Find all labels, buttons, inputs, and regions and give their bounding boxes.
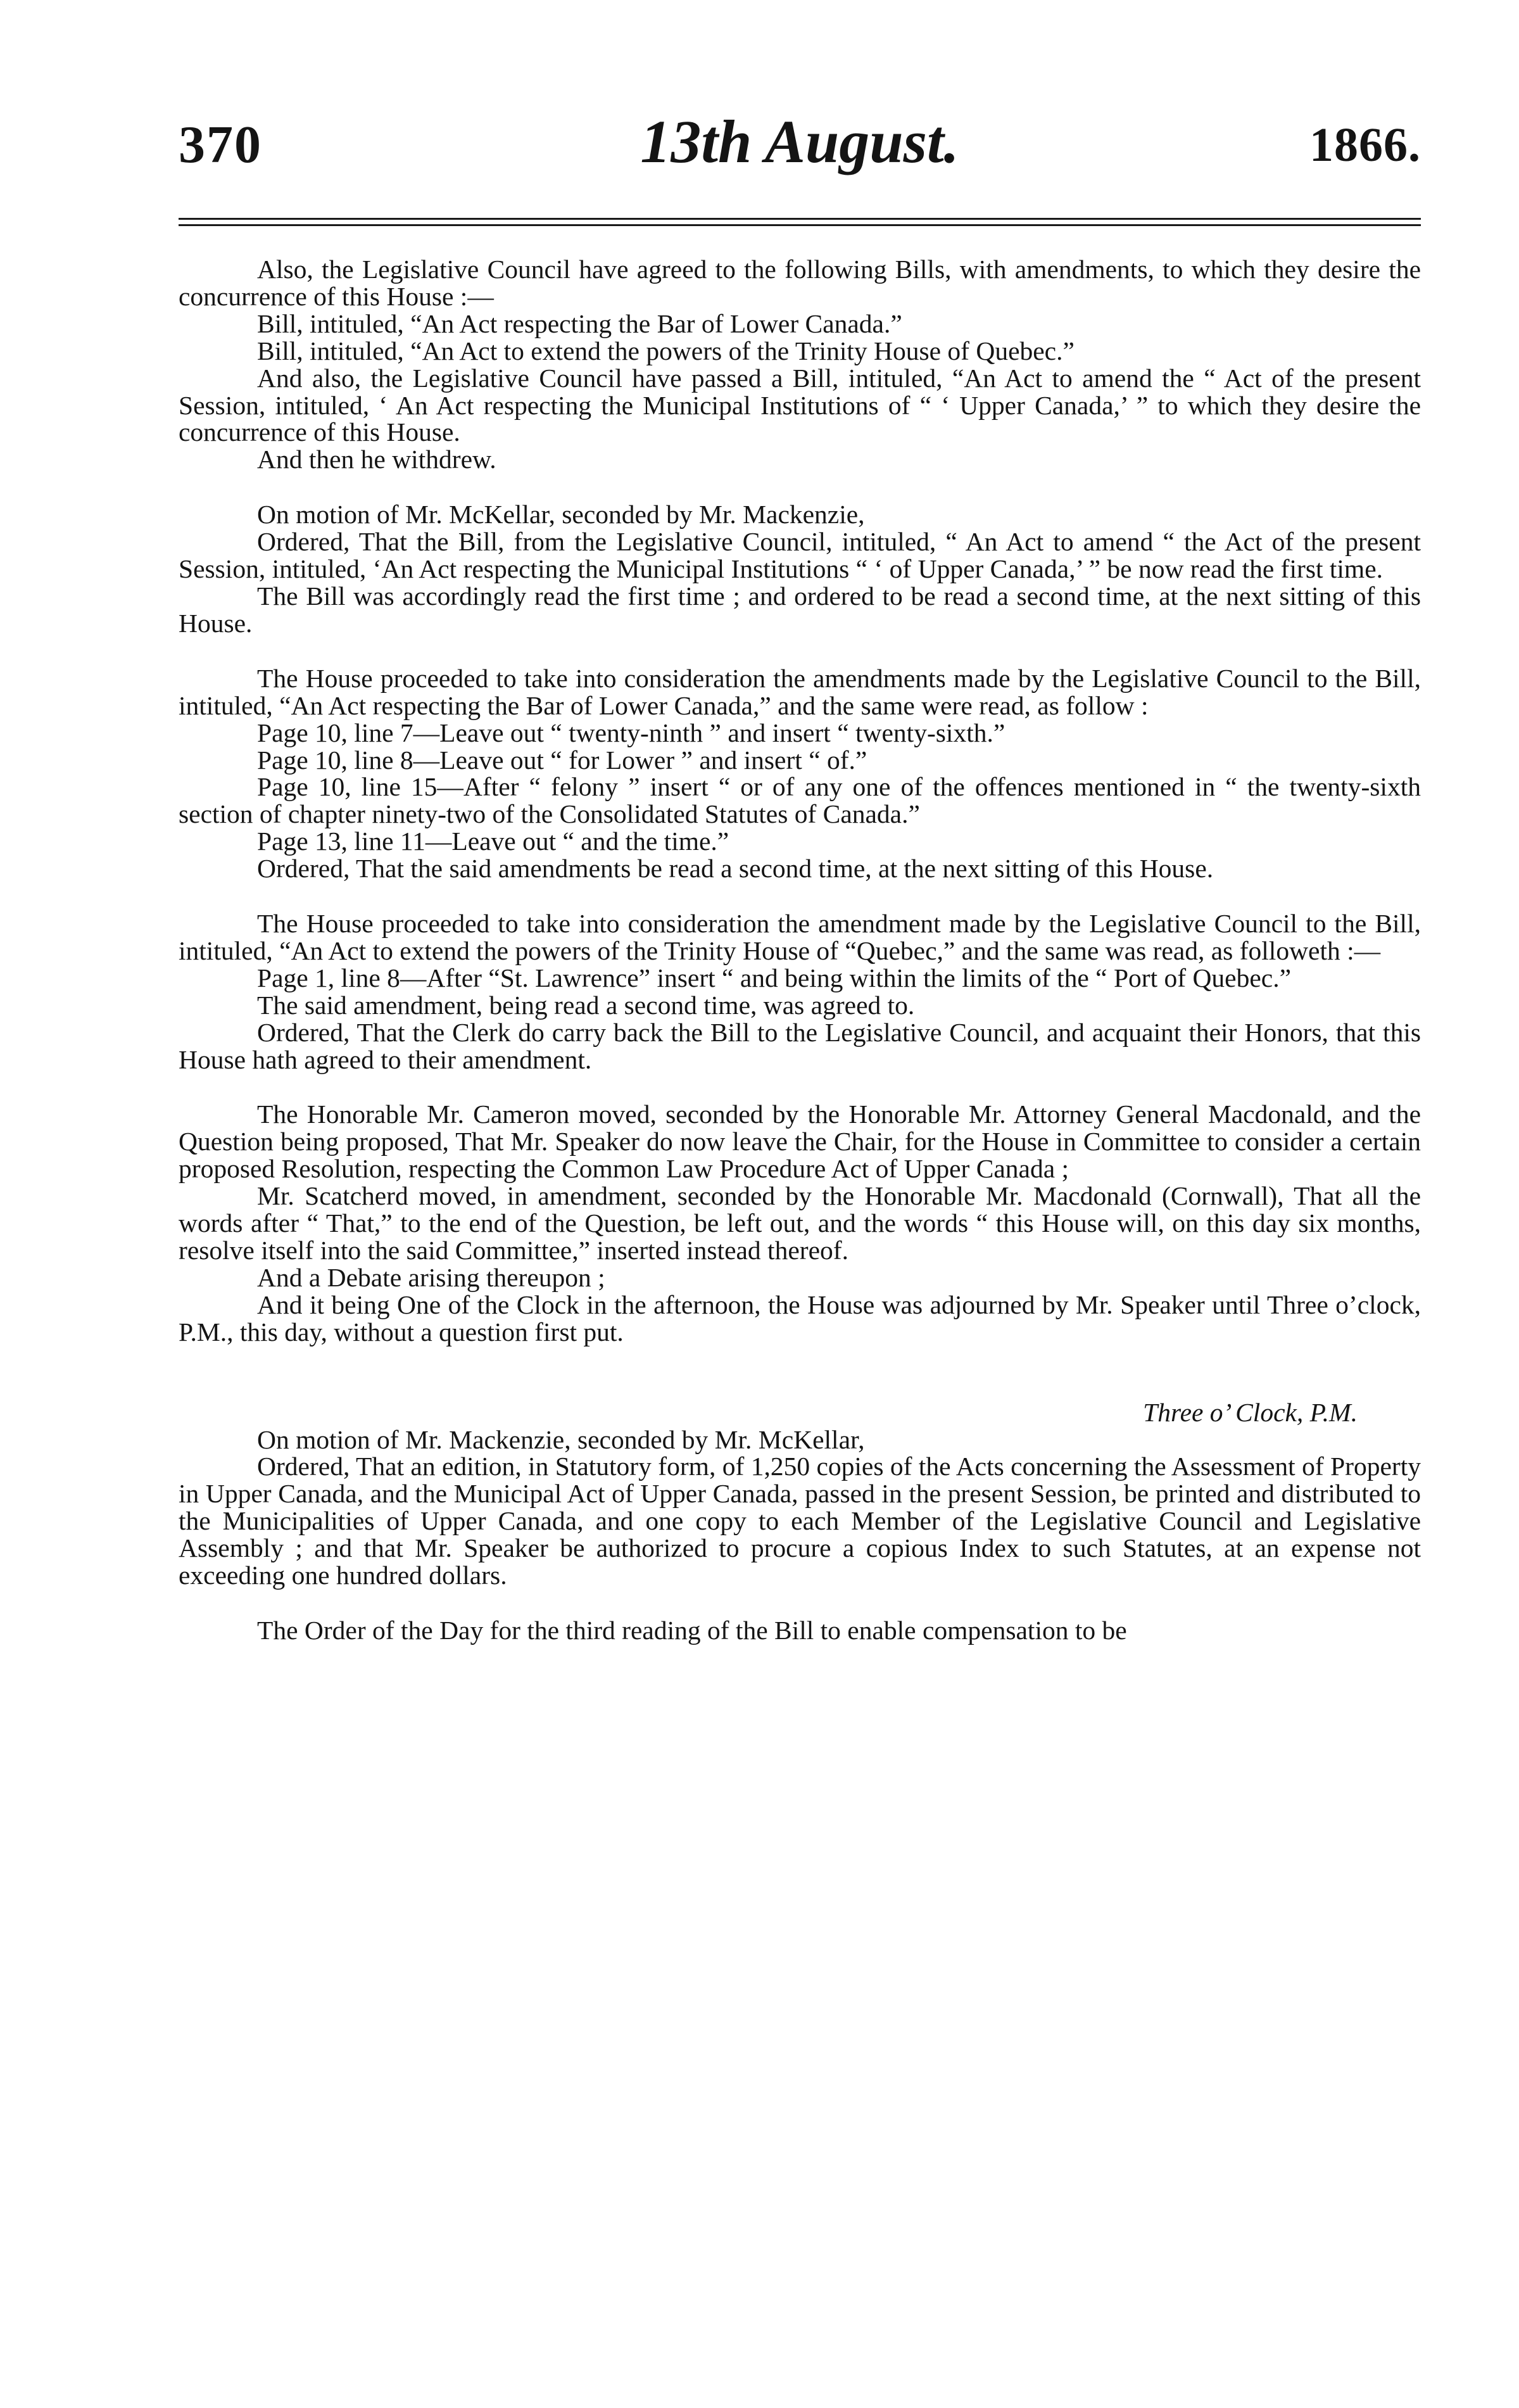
header-rule-bottom bbox=[179, 224, 1421, 226]
paragraph-amendment-4: Page 13, line 11—Leave out “ and the time.” bbox=[257, 827, 729, 856]
page-number: 370 bbox=[179, 115, 262, 174]
page-header bbox=[179, 106, 1421, 189]
paragraph-amendments-bar: The House proceeded to take into consideration the amendments made by the Legislative Council to the Bill, intituled, “An Act respecting the Bar of Lower Canada,” and the same were read, as follow : bbox=[179, 663, 1421, 720]
journal-body bbox=[179, 256, 1421, 1644]
paragraph-amendment-trinity: The House proceeded to take into consideration the amendment made by the Legislative Council to the Bill, intituled, “An Act to extend the powers of the Trinity House of “Quebec,” and the same was read, as followeth :— bbox=[179, 909, 1421, 965]
header-rule-top bbox=[179, 218, 1421, 220]
paragraph-motion-mackenzie: On motion of Mr. Mackenzie, seconded by Mr. McKellar, bbox=[257, 1424, 865, 1454]
page-year: 1866. bbox=[1309, 118, 1421, 172]
paragraph-withdrew: And then he withdrew. bbox=[257, 445, 496, 474]
paragraph-ordered-edition: Ordered, That an edition, in Statutory form, of 1,250 copies of the Acts concerning the Assessment of Property in Upper Canada, and the Municipal Act of Upper Canada, passed in the present Session, be printed and distributed to the Municipalities of Upper Canada, and one copy to each Member of the Legislative Council and Legislative Assembly ; and that Mr. Speaker be authorized to procure a copious Index to such Statutes, at an expense not exceeding one hundred dollars. bbox=[179, 1452, 1421, 1590]
paragraph-bill-bar: Bill, intituled, “An Act respecting the Bar of Lower Canada.” bbox=[257, 308, 902, 338]
paragraph-amendment-agreed: The said amendment, being read a second time, was agreed to. bbox=[257, 990, 915, 1020]
paragraph-council-message: Also, the Legislative Council have agreed to the following Bills, with amendments, to which they desire the concurrence of this House :— bbox=[179, 255, 1421, 311]
paragraph-amendment-1: Page 10, line 7—Leave out “ twenty-ninth ” and insert “ twenty-sixth.” bbox=[257, 718, 1005, 747]
paragraph-motion-mckellar: On motion of Mr. McKellar, seconded by Mr. Mackenzie, bbox=[257, 500, 865, 529]
time-heading: Three o’ Clock, P.M. bbox=[1143, 1397, 1358, 1427]
paragraph-order-of-day: The Order of the Day for the third reading of the Bill to enable compensation to be bbox=[257, 1615, 1127, 1645]
paragraph-ordered-second-reading: Ordered, That the said amendments be read a second time, at the next sitting of this House. bbox=[257, 854, 1214, 884]
paragraph-read-first-time: The Bill was accordingly read the first time ; and ordered to be read a second time, at the next sitting of this House. bbox=[179, 581, 1421, 638]
paragraph-amendment-2: Page 10, line 8—Leave out “ for Lower ” and insert “ of.” bbox=[257, 745, 867, 775]
page-date: 13th August. bbox=[640, 108, 959, 175]
paragraph-ordered-clerk: Ordered, That the Clerk do carry back the Bill to the Legislative Council, and acquaint their Honors, that this House hath agreed to their amendment. bbox=[179, 1017, 1421, 1074]
paragraph-debate: And a Debate arising thereupon ; bbox=[257, 1262, 605, 1292]
paragraph-scatcherd-amendment: Mr. Scatcherd moved, in amendment, seconded by the Honorable Mr. Macdonald (Cornwall), That all the words after “ That,” to the end of the Question, be left out, and the words “ this House will, on this day six months, resolve itself into the said Committee,” inserted instead thereof. bbox=[179, 1181, 1421, 1265]
paragraph-amendment-3: Page 10, line 15—After “ felony ” insert “ or of any one of the offences mentioned in “ the twenty-sixth section of chapter ninety-two of the Consolidated Statutes of Canada.” bbox=[179, 772, 1421, 829]
paragraph-amendment-trinity-text: Page 1, line 8—After “St. Lawrence” insert “ and being within the limits of the “ Port of Quebec.” bbox=[257, 963, 1291, 992]
paragraph-council-passed: And also, the Legislative Council have passed a Bill, intituled, “An Act to amend the “ Act of the present Session, intituled, ‘ An Act respecting the Municipal Institutions of “ ‘ Upper Canada,’ ” to which they desire the concurrence of this House. bbox=[179, 363, 1421, 447]
paragraph-adjourned: And it being One of the Clock in the afternoon, the House was adjourned by Mr. Speaker until Three o’clock, P.M., this day, without a question first put. bbox=[179, 1290, 1421, 1347]
paragraph-cameron-motion: The Honorable Mr. Cameron moved, seconded by the Honorable Mr. Attorney General Macdonald, and the Question being proposed, That Mr. Speaker do now leave the Chair, for the House in Committee to consider a certain proposed Resolution, respecting the Common Law Procedure Act of Upper Canada ; bbox=[179, 1099, 1421, 1184]
paragraph-bill-trinity: Bill, intituled, “An Act to extend the powers of the Trinity House of Quebec.” bbox=[257, 336, 1075, 365]
paragraph-ordered-first-reading: Ordered, That the Bill, from the Legislative Council, intituled, “ An Act to amend “ the Act of the present Session, intituled, ‘An Act respecting the Municipal Institutions “ ‘ of Upper Canada,’ ” be now read the first time. bbox=[179, 527, 1421, 584]
